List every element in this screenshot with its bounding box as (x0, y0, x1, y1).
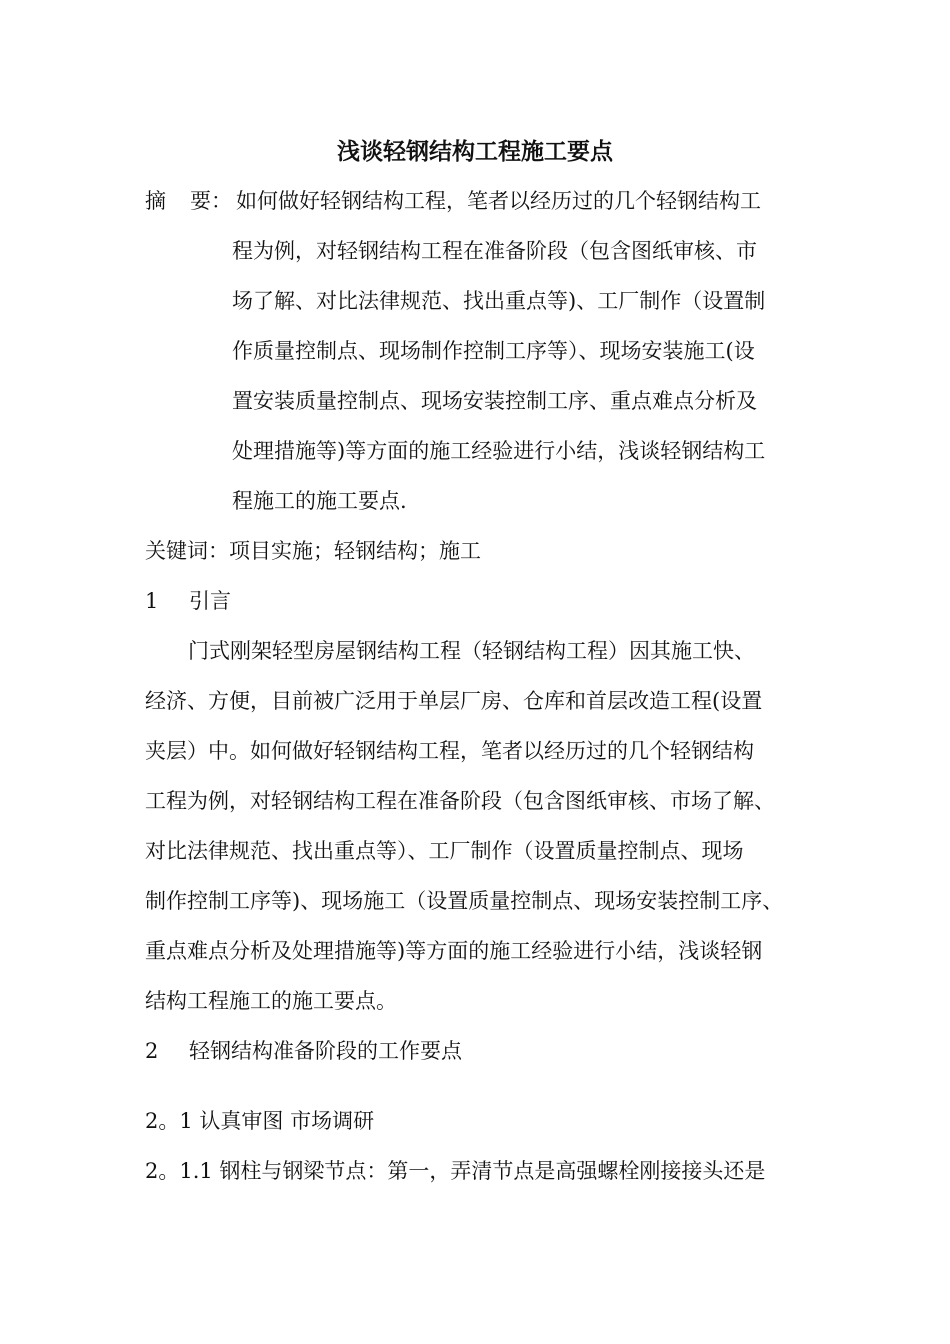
paragraph-line: 对比法律规范、找出重点等）、工厂制作（设置质量控制点、现场 (145, 839, 744, 863)
abstract-line: 处理措施等)等方面的施工经验进行小结，浅谈轻钢结构工 (232, 439, 766, 463)
abstract-line: 作质量控制点、现场制作控制工序等）、现场安装施工(设 (232, 339, 755, 363)
abstract-line: 场了解、对比法律规范、找出重点等)、工厂制作（设置制 (232, 289, 766, 313)
keywords: 关键词：项目实施；轻钢结构；施工 (145, 539, 481, 563)
section-heading-1: 1 引言 (145, 589, 231, 613)
abstract-line: 置安装质量控制点、现场安装控制工序、重点难点分析及 (232, 389, 757, 413)
paragraph-line: 重点难点分析及处理措施等)等方面的施工经验进行小结，浅谈轻钢 (145, 939, 763, 963)
abstract-line: 程为例，对轻钢结构工程在准备阶段（包含图纸审核、市 (232, 239, 757, 263)
paragraph-line: 结构工程施工的施工要点。 (145, 989, 397, 1013)
section-heading-2: 2 轻钢结构准备阶段的工作要点 (145, 1039, 462, 1063)
subsection-line: 2。1.1 钢柱与钢梁节点：第一，弄清节点是高强螺栓刚接接头还是 (145, 1159, 766, 1183)
paragraph-line: 制作控制工序等)、现场施工（设置质量控制点、现场安装控制工序、 (145, 889, 784, 913)
paragraph-line: 经济、方便，目前被广泛用于单层厂房、仓库和首层改造工程(设置 (145, 689, 763, 713)
abstract-line: 程施工的施工要点. (232, 489, 407, 513)
abstract-label: 摘 要： (145, 189, 232, 213)
subsection-heading: 2。1 认真审图 市场调研 (145, 1109, 375, 1133)
paragraph-line: 工程为例，对轻钢结构工程在准备阶段（包含图纸审核、市场了解、 (145, 789, 775, 813)
abstract-line: 如何做好轻钢结构工程，笔者以经历过的几个轻钢结构工 (236, 189, 761, 213)
paragraph-line: 夹层）中。如何做好轻钢结构工程，笔者以经历过的几个轻钢结构 (145, 739, 754, 763)
page-title: 浅谈轻钢结构工程施工要点 (337, 138, 613, 165)
paragraph-line: 门式刚架轻型房屋钢结构工程（轻钢结构工程）因其施工快、 (188, 639, 755, 663)
